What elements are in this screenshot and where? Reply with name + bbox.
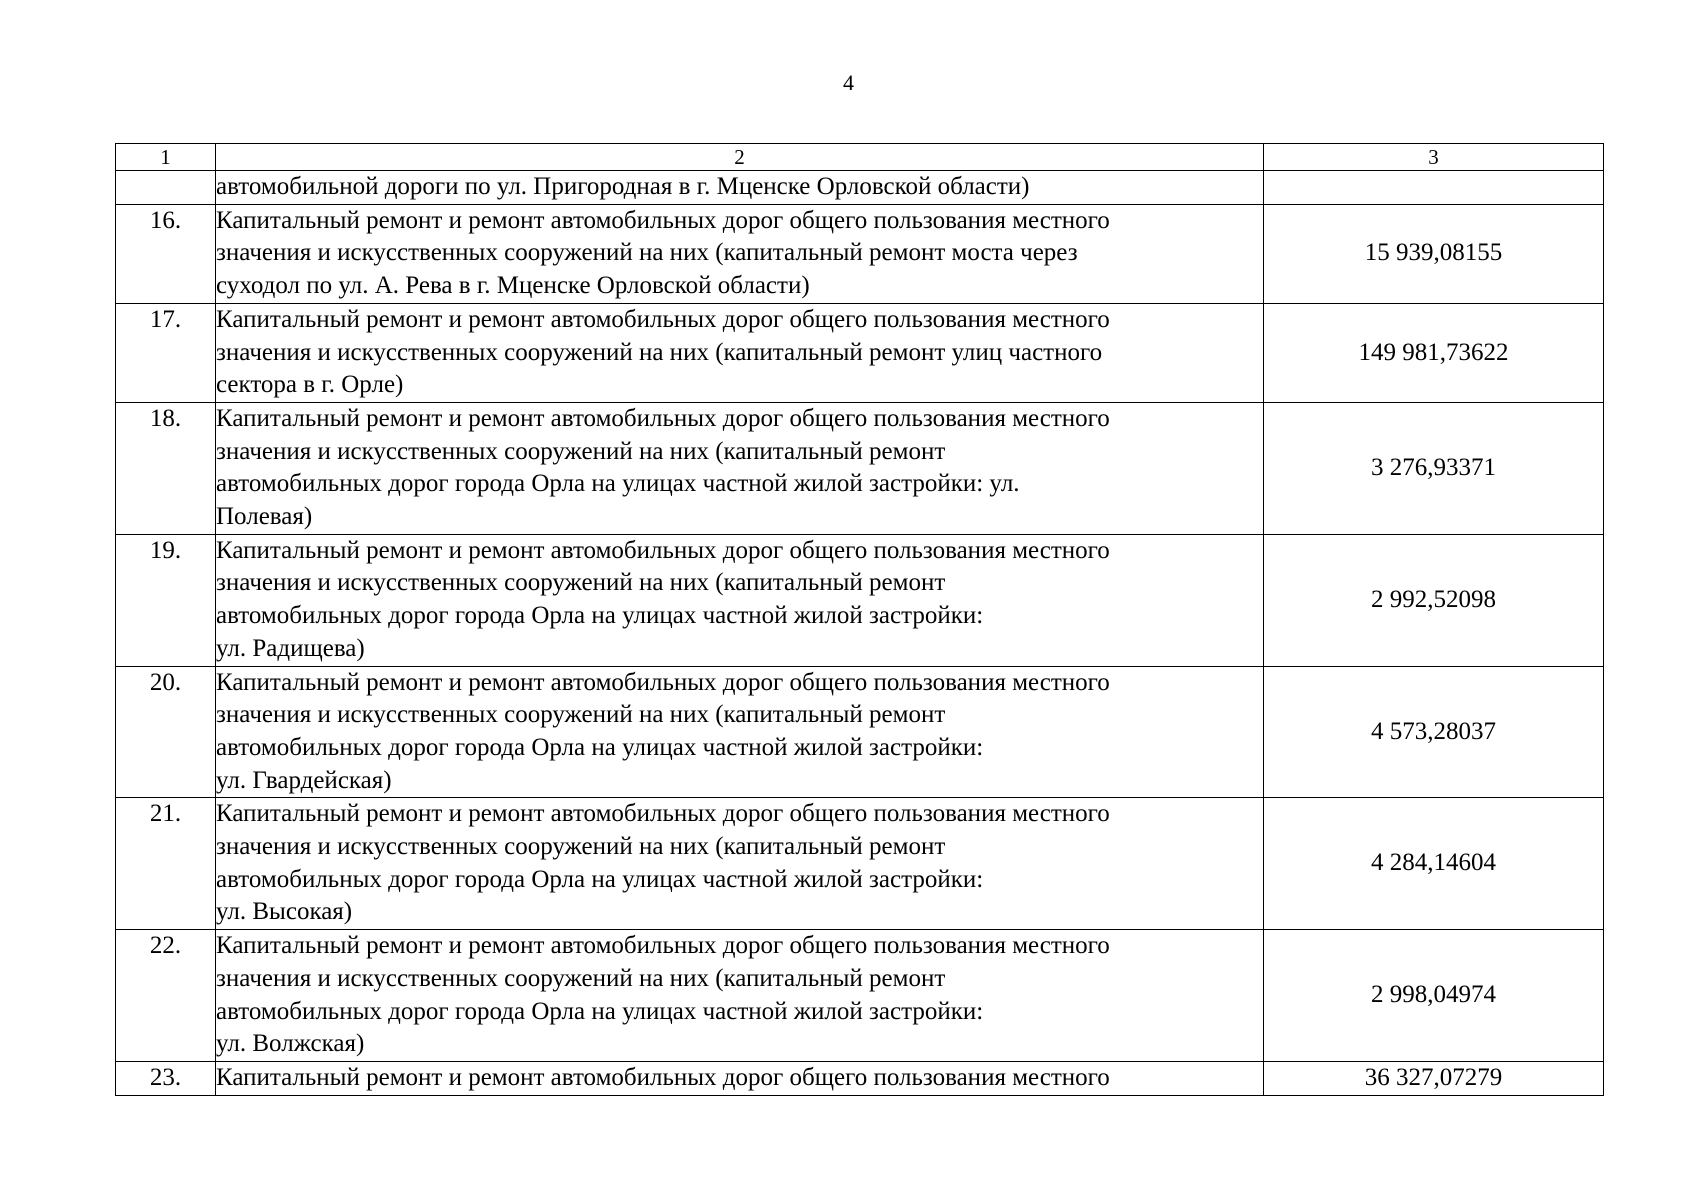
description-line: значения и искусственных сооружений на них (капитальный ремонт (216, 569, 946, 597)
description-line: автомобильных дорог города Орла на улицах частной жилой застройки: (216, 997, 984, 1025)
description-line: Капитальный ремонт и ремонт автомобильных дорог общего пользования местного (216, 404, 1110, 432)
description-line: Полевая) (216, 503, 313, 531)
row-description (216, 930, 1264, 1062)
row-description (216, 666, 1264, 798)
row-amount: 4 284,14604 (1264, 798, 1604, 930)
description-line: Капитальный ремонт и ремонт автомобильных дорог общего пользования местного (216, 800, 1110, 828)
row-description (216, 1061, 1264, 1095)
table-row (116, 534, 1604, 666)
table-row (116, 930, 1604, 1062)
description-line: значения и искусственных сооружений на них (капитальный ремонт моста через (216, 239, 1078, 267)
description-line: Капитальный ремонт и ремонт автомобильных дорог общего пользования местного (216, 206, 1110, 234)
row-description (216, 204, 1264, 303)
table-header-row (116, 144, 1604, 171)
row-description (216, 798, 1264, 930)
table-row (116, 798, 1604, 930)
table-row (116, 1061, 1604, 1095)
continuation-row (116, 171, 1604, 205)
row-description: автомобильной дороги по ул. Пригородная в г. Мценске Орловской области) (216, 171, 1264, 205)
description-line: значения и искусственных сооружений на них (капитальный ремонт (216, 701, 946, 729)
description-line: значения и искусственных сооружений на них (капитальный ремонт улиц частного (216, 338, 1103, 366)
description-line: ул. Гвардейская) (216, 766, 392, 794)
row-description (216, 303, 1264, 402)
row-amount: 3 276,93371 (1264, 402, 1604, 534)
description-line: автомобильных дорог города Орла на улицах частной жилой застройки: ул. (216, 470, 1020, 498)
row-number (116, 171, 216, 205)
row-number: 20. (116, 666, 216, 798)
table-row (116, 666, 1604, 798)
expenditure-table (115, 143, 1604, 1096)
description-line: суходол по ул. А. Рева в г. Мценске Орловской области) (216, 272, 810, 300)
description-line: автомобильных дорог города Орла на улицах частной жилой застройки: (216, 602, 984, 630)
description-line: ул. Волжская) (216, 1030, 365, 1058)
description-line: ул. Высокая) (216, 898, 353, 926)
row-number: 23. (116, 1061, 216, 1095)
row-amount: 4 573,28037 (1264, 666, 1604, 798)
column-number-3: 3 (1264, 144, 1604, 171)
description-line: автомобильных дорог города Орла на улицах частной жилой застройки: (216, 733, 984, 761)
row-description (216, 534, 1264, 666)
page-number: 4 (843, 70, 854, 95)
row-number: 16. (116, 204, 216, 303)
row-number: 22. (116, 930, 216, 1062)
description-line: Капитальный ремонт и ремонт автомобильных дорог общего пользования местного (216, 536, 1110, 564)
description-line: значения и искусственных сооружений на них (капитальный ремонт (216, 437, 946, 465)
table-row (116, 204, 1604, 303)
row-amount: 2 992,52098 (1264, 534, 1604, 666)
column-number-1: 1 (116, 144, 216, 171)
description-line: сектора в г. Орле) (216, 371, 404, 399)
description-line: значения и искусственных сооружений на них (капитальный ремонт (216, 964, 946, 992)
row-number: 21. (116, 798, 216, 930)
row-description (216, 402, 1264, 534)
description-line: Капитальный ремонт и ремонт автомобильных дорог общего пользования местного (216, 305, 1110, 333)
row-amount: 15 939,08155 (1264, 204, 1604, 303)
description-line: Капитальный ремонт и ремонт автомобильных дорог общего пользования местного (216, 668, 1110, 696)
row-number: 18. (116, 402, 216, 534)
row-number: 17. (116, 303, 216, 402)
row-amount: 36 327,07279 (1264, 1061, 1604, 1095)
table-row (116, 303, 1604, 402)
description-line: значения и искусственных сооружений на них (капитальный ремонт (216, 833, 946, 861)
table-row (116, 402, 1604, 534)
description-line: Капитальный ремонт и ремонт автомобильных дорог общего пользования местного (216, 932, 1110, 960)
description-line: Капитальный ремонт и ремонт автомобильных дорог общего пользования местного (216, 1063, 1110, 1091)
column-number-2: 2 (216, 144, 1264, 171)
row-amount: 2 998,04974 (1264, 930, 1604, 1062)
description-line: ул. Радищева) (216, 634, 365, 662)
row-number: 19. (116, 534, 216, 666)
row-amount (1264, 171, 1604, 205)
row-amount: 149 981,73622 (1264, 303, 1604, 402)
description-line: автомобильных дорог города Орла на улицах частной жилой застройки: (216, 865, 984, 893)
